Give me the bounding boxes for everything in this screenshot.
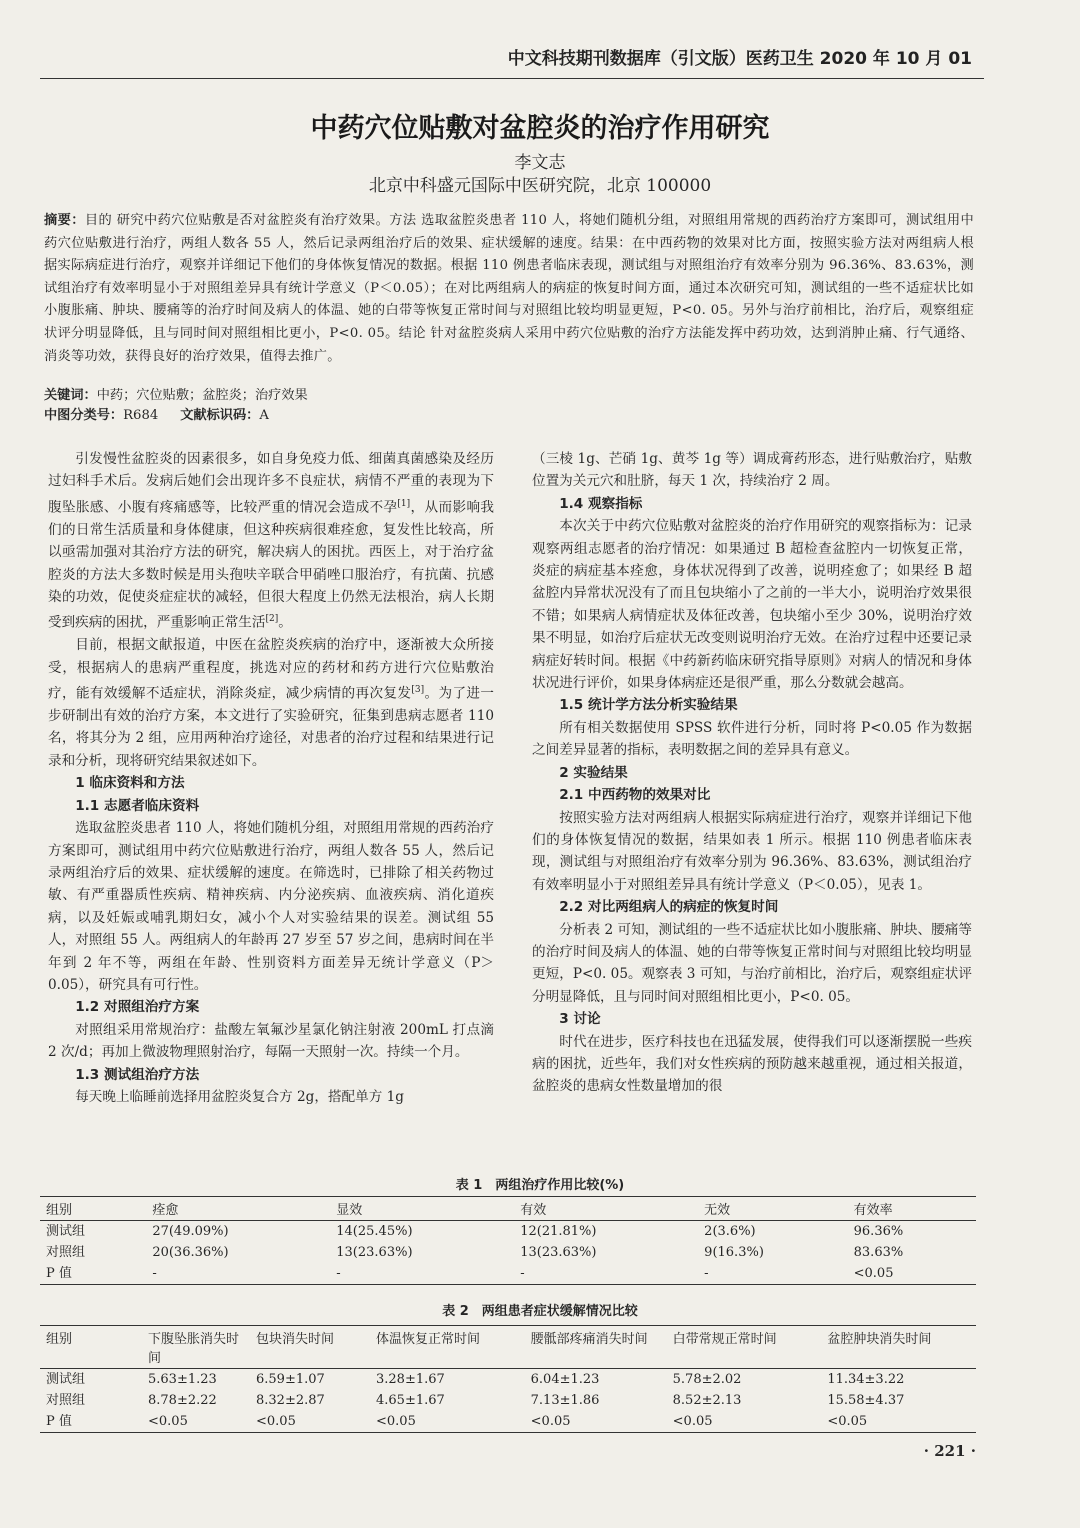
- table-row: 对照组 20(36.36%) 13(23.63%) 13(23.63%) 9(16.3%) 83.63%: [46, 1245, 904, 1260]
- subsection-heading-1-1: 1.1 志愿者临床资料: [75, 797, 200, 814]
- abstract-text: 目的 研究中药穴位贴敷是否对盆腔炎有治疗效果。方法 选取盆腔炎患者 110 人，将她们随机分组，对照组用常规的西药治疗方案即可，测试组用中药穴位贴敷进行治疗，两组人数各 55 人，然后记录两组治疗后的效果、症状缓解的速度。结果：在中西药物的效果对比方面，按照实验方法对两组病人根据实际病症进行治疗，观察并详细记下他们的身体恢复情况的数据。根据 110 例患者临床表现，测试组与对照组治疗有效率分别为 96.36%、83.63%，测试组治疗有效率明显小于对照组差异具有统计学意义（P＜0.05）；在对比两组病人的病症的恢复时间方面，通过本次研究可知，测试组的一些不适症状比如小腹胀痛、肿块、腰痛等的治疗时间及病人的体温、她的白带等恢复正常时间与对照组比较均明显更短，P<0. 05。另外与治疗前相比，治疗后，观察组症状评分明显降低，且与同时间对照组相比更小，P<0. 05。结论 针对盆腔炎病人采用中药穴位贴敷的治疗方法能发挥中药功效，达到消肿止痛、行气通络、消炎等功效，获得良好的治疗效果，值得去推广。: [44, 213, 974, 364]
- table-header-cell: 无效: [698, 1197, 847, 1221]
- abstract: [44, 210, 974, 368]
- right-column: [532, 448, 972, 1098]
- intro-paragraph-1: 引发慢性盆腔炎的因素很多，如自身免疫力低、细菌真菌感染及经历过妇科手术后。发病后她们会出现许多不良症状，病情不严重的表现为下腹坠胀感、小腹有疼痛感等，比较严重的情况会造成不孕[1]，从而影响我们的日常生活质量和身体健康，但这种疾病很难痊愈，复发性比较高，所以亟需加强对其治疗方法的研究，解决病人的困扰。西医上，对于治疗盆腔炎的方法大多数时候是用头孢呋辛联合甲硝唑口服治疗，有抗菌、抗感染的功效，促使炎症症状的减轻，但很大程度上仍然无法根治，病人长期受到疾病的困扰，严重影响正常生活[2]。: [48, 451, 495, 631]
- subsection-heading-2-1: 2.1 中西药物的效果对比: [559, 787, 711, 804]
- table-header-cell: 有效: [514, 1197, 698, 1221]
- table-row: 测试组 5.63±1.23 6.59±1.07 3.28±1.67 6.04±1.23 5.78±2.02 11.34±3.22: [46, 1372, 905, 1387]
- subsection-heading-1-5: 1.5 统计学方法分析实验结果: [559, 697, 738, 714]
- table-2-caption: 表 2 两组患者症状缓解情况比较: [442, 1304, 638, 1319]
- intro-paragraph-2: 目前，根据文献报道，中医在盆腔炎疾病的治疗中，逐渐被大众所接受，根据病人的患病严重程度，挑选对应的药材和药方进行穴位贴敷治疗，能有效缓解不适症状，消除炎症，减少病情的再次复发[3]。为了进一步研制出有效的治疗方案，本文进行了实验研究，征集到患病志愿者 110 名，将其分为 2 组，应用两种治疗途径，对患者的治疗过程和结果进行记录和分析，现将研究结果叙述如下。: [48, 637, 495, 769]
- clc-label: 中图分类号：: [44, 408, 124, 423]
- doc-code-value: A: [259, 408, 269, 423]
- citation: [2]: [265, 614, 279, 625]
- table-header-cell: 腰骶部疼痛消失时间: [525, 1326, 667, 1369]
- table-row: P 值 <0.05 <0.05 <0.05 <0.05 <0.05 <0.05: [40, 1411, 976, 1433]
- keywords-text: 中药；穴位贴敷；盆腔炎；治疗效果: [96, 388, 308, 403]
- subsection-heading-2-2: 2.2 对比两组病人的病症的恢复时间: [559, 899, 779, 916]
- subsection-heading-1-3: 1.3 测试组治疗方法: [75, 1066, 200, 1083]
- paragraph-1-5: 所有相关数据使用 SPSS 软件进行分析，同时将 P<0.05 作为数据之间差异显著的指标，表明数据之间的差异具有意义。: [532, 719, 972, 759]
- table-header-cell: 体温恢复正常时间: [370, 1326, 525, 1369]
- table-row: 测试组 27(49.09%) 14(25.45%) 12(21.81%) 2(3.6%) 96.36%: [46, 1224, 904, 1239]
- paragraph-3: 时代在进步，医疗科技也在迅猛发展，使得我们可以逐渐摆脱一些疾病的困扰，近些年，我们对女性疾病的预防越来越重视，通过相关报道，盆腔炎的患病女性数量增加的很: [532, 1033, 972, 1095]
- subsection-heading-1-2: 1.2 对照组治疗方案: [75, 999, 200, 1016]
- article-author: 李文志: [514, 153, 566, 173]
- table-header-cell: 组别: [40, 1326, 142, 1369]
- subsection-heading-1-4: 1.4 观察指标: [559, 495, 643, 512]
- paragraph-1-4: 本次关于中药穴位贴敷对盆腔炎的治疗作用研究的观察指标为：记录观察两组志愿者的治疗情况：如果通过 B 超检查盆腔内一切恢复正常，炎症的病症基本痊愈，身体状况得到了改善，说明痊愈了；如果经 B 超盆腔内异常状况没有了而且包块缩小了之前的一半大小，说明治疗效果很不错；如果病人病情症状及体征改善，包块缩小至少 30%，说明治疗效果不明显，如治疗后症状无改变则说明治疗无效。在治疗过程中还要记录病症好转时间。根据《中药新药临床研究指导原则》对病人的情况和身体状况进行评价，如果身体病症还是很严重，那么分数就会越高。: [532, 518, 972, 692]
- citation: [1]: [397, 498, 411, 509]
- article-affiliation: 北京中科盛元国际中医研究院，北京 100000: [368, 176, 712, 196]
- header-rule: [40, 78, 984, 79]
- section-heading-1: 1 临床资料和方法: [75, 775, 185, 792]
- table-2: [40, 1325, 976, 1433]
- keywords: [44, 386, 974, 405]
- left-column: [48, 448, 494, 1108]
- table-header-cell: 包块消失时间: [250, 1326, 370, 1369]
- paragraph-1-3: 每天晚上临睡前选择用盆腔炎复合方 2g，搭配单方 1g: [75, 1088, 404, 1105]
- section-heading-2: 2 实验结果: [559, 764, 628, 781]
- doc-code-label: 文献标识码：: [180, 408, 260, 423]
- page-number: · 221 ·: [923, 1442, 976, 1460]
- table-header-cell: 痊愈: [146, 1197, 330, 1221]
- table-header-cell: 显效: [330, 1197, 514, 1221]
- table-1: [40, 1196, 976, 1285]
- table-row: P 值 - - - - <0.05: [40, 1263, 976, 1285]
- table-header-cell: 白带常规正常时间: [667, 1326, 822, 1369]
- clc-value: R684: [123, 408, 159, 423]
- table-header-cell: 组别: [40, 1197, 146, 1221]
- paragraph-1-3-continued: （三棱 1g、芒硝 1g、黄芩 1g 等）调成膏药形态，进行贴敷治疗，贴敷位置为关元穴和肚脐，每天 1 次，持续治疗 2 周。: [532, 451, 972, 490]
- keywords-label: 关键词：: [44, 388, 97, 403]
- running-head: 中文科技期刊数据库（引文版）医药卫生 2020 年 10 月 01: [507, 49, 972, 69]
- table-1-caption: 表 1 两组治疗作用比较(%): [455, 1178, 625, 1193]
- paragraph-2-1: 按照实验方法对两组病人根据实际病症进行治疗，观察并详细记下他们的身体恢复情况的数据，结果如表 1 所示。根据 110 例患者临床表现，测试组与对照组治疗有效率分别为 96.36%、83.63%，测试组治疗有效率明显小于对照组差异具有统计学意义（P＜0.05），见表 1。: [532, 809, 972, 893]
- abstract-label: 摘要：: [44, 213, 85, 228]
- article-title: 中药穴位贴敷对盆腔炎的治疗作用研究: [310, 113, 770, 144]
- paragraph-1-2: 对照组采用常规治疗：盐酸左氧氟沙星氯化钠注射液 200mL 打点滴 2 次/d；再加上微波物理照射治疗，每隔一天照射一次。持续一个月。: [48, 1021, 494, 1061]
- paragraph-1-1: 选取盆腔炎患者 110 人，将她们随机分组，对照组用常规的西药治疗方案即可，测试组用中药穴位贴敷进行治疗，两组人数各 55 人，然后记录两组治疗后的效果、症状缓解的速度。在筛选时，已排除了相关药物过敏、有严重器质性疾病、精神疾病、内分泌疾病、血液疾病、消化道疾病，以及妊娠或哺乳期妇女，减小个人对实验结果的误差。测试组 55 人，对照组 55 人。两组病人的年龄再 27 岁至 57 岁之间，患病时间在半年到 2 年不等，两组在年龄、性别资料方面差异无统计学意义（P＞0.05），研究具有可行性。: [48, 820, 494, 993]
- table-header-cell: 盆腔肿块消失时间: [821, 1326, 976, 1369]
- classification: [44, 406, 974, 425]
- paragraph-2-2: 分析表 2 可知，测试组的一些不适症状比如小腹胀痛、肿块、腰痛等的治疗时间及病人的体温、她的白带等恢复正常时间与对照组比较均明显更短，P<0. 05。观察表 3 可知，与治疗前相比，治疗后，观察组症状评分明显降低，且与同时间对照组相比更小，P<0. 05。: [532, 921, 972, 1005]
- section-heading-3: 3 讨论: [559, 1011, 601, 1028]
- table-header-cell: 下腹坠胀消失时间: [142, 1326, 250, 1369]
- citation: [3]: [411, 685, 425, 696]
- table-header-cell: 有效率: [848, 1197, 976, 1221]
- table-row: 对照组 8.78±2.22 8.32±2.87 4.65±1.67 7.13±1.86 8.52±2.13 15.58±4.37: [46, 1393, 905, 1408]
